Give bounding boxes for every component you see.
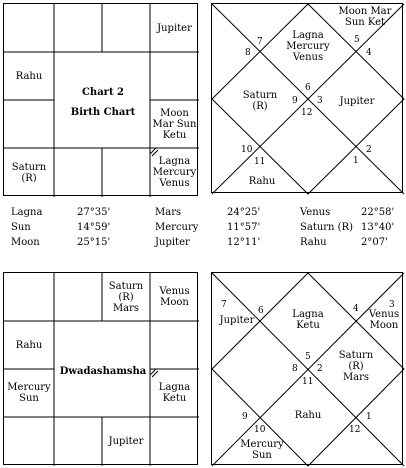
house-cell-left-lower: Mercury Sun bbox=[7, 382, 51, 404]
house-number: 10 bbox=[241, 145, 253, 155]
house-number: 11 bbox=[254, 157, 266, 167]
dwadashamsha-chart-north bbox=[211, 272, 403, 465]
house-number: 5 bbox=[354, 35, 360, 45]
house-number: 2 bbox=[366, 145, 372, 155]
house-label-bottom: Rahu bbox=[248, 176, 276, 187]
house-number: 3 bbox=[317, 96, 323, 106]
house-number: 10 bbox=[254, 425, 266, 435]
dwadashamsha-chart-south bbox=[3, 272, 198, 465]
house-cell-left-upper: Rahu bbox=[15, 339, 43, 351]
house-number: 1 bbox=[353, 156, 359, 166]
house-cell-top-third: Saturn (R) Mars bbox=[108, 280, 144, 314]
house-number: 7 bbox=[221, 300, 227, 310]
house-cell-bottom-third: Jupiter bbox=[108, 436, 144, 447]
house-label-top-center: Lagna Mercury Venus bbox=[286, 30, 330, 63]
house-label-top-center: Lagna Ketu bbox=[292, 309, 324, 331]
house-number: 9 bbox=[292, 96, 298, 106]
house-number: 6 bbox=[258, 306, 264, 316]
house-label-right: Jupiter bbox=[339, 96, 375, 107]
house-cell-bottom-left: Saturn (R) bbox=[11, 161, 47, 184]
house-number: 5 bbox=[305, 352, 311, 362]
house-cell-right-lower: Lagna Ketu bbox=[158, 382, 191, 404]
chart-title-line1: Chart 2 bbox=[81, 87, 125, 98]
house-number: 3 bbox=[389, 300, 395, 310]
house-label-top-left: Jupiter bbox=[219, 315, 255, 326]
house-number: 1 bbox=[366, 412, 372, 422]
house-cell-right-upper: Moon Mar Sun Ketu bbox=[152, 107, 197, 141]
house-number: 9 bbox=[242, 412, 248, 422]
house-number: 8 bbox=[245, 48, 251, 58]
dwadashamsha-title: Dwadashamsha bbox=[59, 366, 147, 377]
house-number: 8 bbox=[292, 364, 298, 374]
house-number: 4 bbox=[366, 48, 372, 58]
house-number: 12 bbox=[349, 425, 361, 435]
house-number: 7 bbox=[257, 37, 263, 47]
house-number: 6 bbox=[305, 83, 311, 93]
house-label-left: Saturn (R) bbox=[242, 90, 278, 112]
house-number: 11 bbox=[302, 377, 314, 387]
house-cell-bottom-right: Lagna Mercury Venus bbox=[152, 156, 197, 189]
house-cell-top-right: Jupiter bbox=[157, 22, 192, 34]
house-label-right: Saturn (R) Mars bbox=[338, 350, 374, 383]
birth-chart-north bbox=[211, 3, 403, 193]
house-number: 12 bbox=[301, 108, 313, 118]
house-cell-left-upper: Rahu bbox=[15, 70, 43, 82]
house-number: 4 bbox=[353, 304, 359, 314]
house-cell-top-right: Venus Moon bbox=[159, 286, 190, 308]
house-label-top-right: Venus Moon bbox=[368, 309, 400, 331]
birth-chart-title bbox=[54, 54, 152, 152]
house-number: 2 bbox=[317, 364, 323, 374]
house-label-bottom: Mercury Sun bbox=[240, 439, 284, 461]
birth-chart-south bbox=[3, 3, 198, 196]
house-label-top-right: Moon Mar Sun Ket bbox=[338, 6, 392, 28]
chart-title-line2: Birth Chart bbox=[70, 107, 136, 118]
house-label-center-bottom: Rahu bbox=[294, 410, 322, 421]
